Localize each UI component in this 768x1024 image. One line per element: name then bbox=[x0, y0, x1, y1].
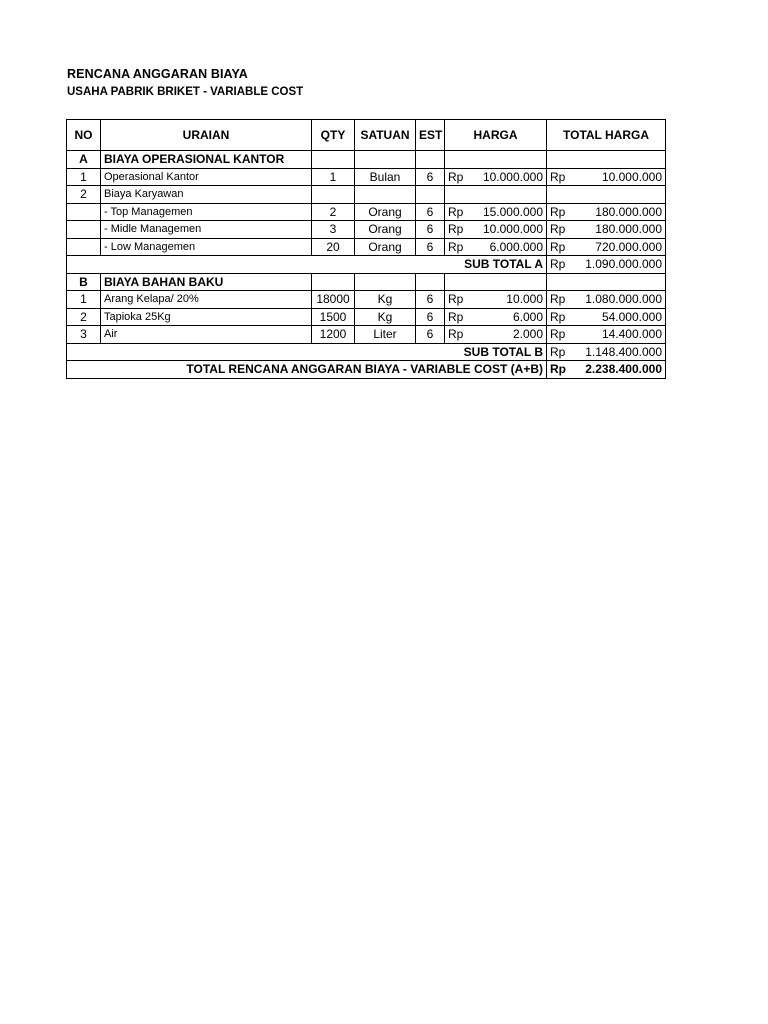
row-total bbox=[547, 238, 666, 256]
row-total bbox=[547, 168, 666, 186]
header-uraian: URAIAN bbox=[101, 120, 312, 151]
currency-label: Rp bbox=[448, 204, 464, 219]
currency-label: Rp bbox=[550, 169, 566, 184]
row-total-value: 180.000.000 bbox=[595, 222, 662, 237]
row-harga-value: 6.000.000 bbox=[489, 239, 543, 254]
row-est: 6 bbox=[416, 291, 445, 309]
currency-label: Rp bbox=[550, 204, 566, 219]
table-row bbox=[67, 168, 666, 186]
header-est: EST bbox=[416, 120, 445, 151]
currency-label: Rp bbox=[550, 257, 566, 272]
row-total bbox=[547, 308, 666, 326]
row-no: 3 bbox=[67, 326, 101, 344]
row-harga-value: 15.000.000 bbox=[482, 204, 543, 219]
row-harga bbox=[445, 291, 547, 309]
subtotal-b-value: 1.148.400.000 bbox=[585, 344, 662, 359]
table-row bbox=[67, 326, 666, 344]
row-qty: 20 bbox=[312, 238, 355, 256]
table-row bbox=[67, 308, 666, 326]
row-total bbox=[547, 291, 666, 309]
document-subtitle: USAHA PABRIK BRIKET - VARIABLE COST bbox=[67, 86, 304, 98]
grand-total-label: TOTAL RENCANA ANGGARAN BIAYA - VARIABLE COST (A+B) bbox=[67, 361, 547, 379]
row-total-value: 10.000.000 bbox=[601, 169, 662, 184]
currency-label: Rp bbox=[550, 327, 566, 342]
row-total-value: 1.080.000.000 bbox=[585, 292, 662, 307]
row-qty: 1 bbox=[312, 168, 355, 186]
row-no bbox=[67, 238, 101, 256]
row-no: 2 bbox=[67, 186, 101, 204]
row-uraian: - Top Managemen bbox=[101, 203, 312, 221]
row-uraian: Arang Kelapa/ 20% bbox=[101, 291, 312, 309]
currency-label: Rp bbox=[550, 292, 566, 307]
section-b-row bbox=[67, 273, 666, 291]
section-a-no: A bbox=[67, 151, 101, 169]
header-no: NO bbox=[67, 120, 101, 151]
currency-label: Rp bbox=[448, 239, 464, 254]
row-harga bbox=[445, 238, 547, 256]
row-satuan: Orang bbox=[355, 238, 416, 256]
subtotal-b-label: SUB TOTAL B bbox=[67, 343, 547, 361]
grand-total-value: 2.238.400.000 bbox=[585, 362, 662, 377]
row-qty: 2 bbox=[312, 203, 355, 221]
row-est: 6 bbox=[416, 238, 445, 256]
row-no: 1 bbox=[67, 291, 101, 309]
currency-label: Rp bbox=[550, 239, 566, 254]
row-uraian: Air bbox=[101, 326, 312, 344]
row-harga bbox=[445, 168, 547, 186]
row-harga bbox=[445, 308, 547, 326]
header-satuan: SATUAN bbox=[355, 120, 416, 151]
section-a-label: BIAYA OPERASIONAL KANTOR bbox=[101, 151, 312, 169]
row-total bbox=[547, 221, 666, 239]
row-est: 6 bbox=[416, 308, 445, 326]
currency-label: Rp bbox=[550, 222, 566, 237]
row-est: 6 bbox=[416, 221, 445, 239]
header-row bbox=[67, 120, 666, 151]
row-total-value: 180.000.000 bbox=[595, 204, 662, 219]
row-harga-value: 6.000 bbox=[512, 309, 543, 324]
row-total bbox=[547, 326, 666, 344]
row-uraian: Operasional Kantor bbox=[101, 168, 312, 186]
subtotal-a-cell bbox=[547, 256, 666, 274]
row-harga-value: 10.000 bbox=[506, 292, 543, 307]
subtotal-b-cell bbox=[547, 343, 666, 361]
row-uraian: Tapioka 25Kg bbox=[101, 308, 312, 326]
row-qty: 3 bbox=[312, 221, 355, 239]
row-qty: 18000 bbox=[312, 291, 355, 309]
grand-total-row bbox=[67, 361, 666, 379]
row-satuan: Kg bbox=[355, 308, 416, 326]
section-b-label: BIAYA BAHAN BAKU bbox=[101, 273, 312, 291]
currency-label: Rp bbox=[448, 292, 464, 307]
row-satuan: Orang bbox=[355, 203, 416, 221]
currency-label: Rp bbox=[550, 309, 566, 324]
table-row bbox=[67, 186, 666, 204]
row-satuan: Kg bbox=[355, 291, 416, 309]
document-title: RENCANA ANGGARAN BIAYA bbox=[67, 67, 248, 81]
currency-label: Rp bbox=[448, 222, 464, 237]
currency-label: Rp bbox=[448, 309, 464, 324]
subtotal-a-label: SUB TOTAL A bbox=[67, 256, 547, 274]
budget-table bbox=[66, 119, 666, 379]
row-harga-value: 10.000.000 bbox=[482, 222, 543, 237]
row-harga-value: 10.000.000 bbox=[482, 169, 543, 184]
row-est: 6 bbox=[416, 203, 445, 221]
table-row bbox=[67, 238, 666, 256]
row-total-value: 14.400.000 bbox=[601, 327, 662, 342]
row-harga bbox=[445, 203, 547, 221]
header-total-harga: TOTAL HARGA bbox=[547, 120, 666, 151]
currency-label: Rp bbox=[448, 327, 464, 342]
row-uraian: - Low Managemen bbox=[101, 238, 312, 256]
header-harga: HARGA bbox=[445, 120, 547, 151]
row-total-value: 54.000.000 bbox=[601, 309, 662, 324]
subtotal-a-value: 1.090.000.000 bbox=[585, 257, 662, 272]
header-qty: QTY bbox=[312, 120, 355, 151]
row-total bbox=[547, 203, 666, 221]
subtotal-b-row bbox=[67, 343, 666, 361]
section-a-row bbox=[67, 151, 666, 169]
row-uraian: Biaya Karyawan bbox=[101, 186, 312, 204]
row-uraian: - Midle Managemen bbox=[101, 221, 312, 239]
row-harga bbox=[445, 221, 547, 239]
row-no bbox=[67, 221, 101, 239]
row-total-value: 720.000.000 bbox=[595, 239, 662, 254]
table-row bbox=[67, 291, 666, 309]
row-qty: 1200 bbox=[312, 326, 355, 344]
row-satuan: Liter bbox=[355, 326, 416, 344]
currency-label: Rp bbox=[550, 344, 566, 359]
row-qty: 1500 bbox=[312, 308, 355, 326]
row-no: 1 bbox=[67, 168, 101, 186]
row-satuan: Bulan bbox=[355, 168, 416, 186]
grand-total-cell bbox=[547, 361, 666, 379]
row-harga bbox=[445, 326, 547, 344]
section-b-no: B bbox=[67, 273, 101, 291]
subtotal-a-row bbox=[67, 256, 666, 274]
row-satuan: Orang bbox=[355, 221, 416, 239]
row-no bbox=[67, 203, 101, 221]
row-est: 6 bbox=[416, 326, 445, 344]
currency-label: Rp bbox=[448, 169, 464, 184]
table-row bbox=[67, 221, 666, 239]
row-harga-value: 2.000 bbox=[512, 327, 543, 342]
table-row bbox=[67, 203, 666, 221]
row-est: 6 bbox=[416, 168, 445, 186]
row-no: 2 bbox=[67, 308, 101, 326]
currency-label: Rp bbox=[550, 362, 566, 377]
